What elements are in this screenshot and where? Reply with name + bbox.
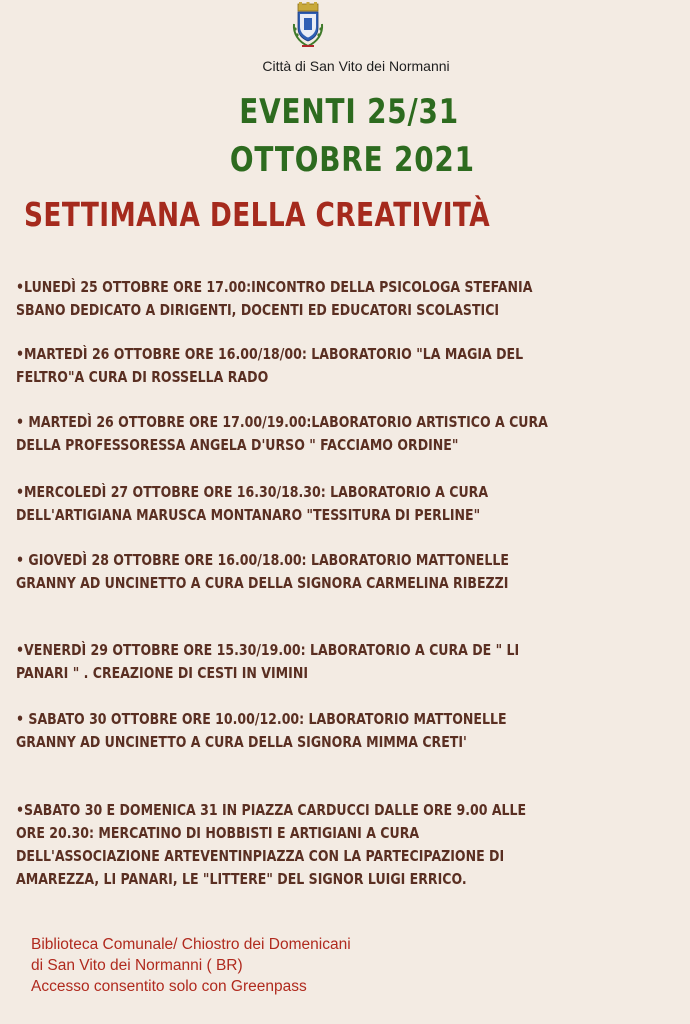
event-6-line-2: PANARI " . CREAZIONE DI CESTI IN VIMINI bbox=[16, 664, 309, 682]
event-8-line-2: ORE 20.30: MERCATINO DI HOBBISTI E ARTIGIANI A CURA bbox=[16, 824, 420, 842]
event-7-line-1: • SABATO 30 OTTOBRE ORE 10.00/12.00: LABORATORIO MATTONELLE bbox=[16, 710, 507, 728]
event-item-5 bbox=[16, 549, 656, 595]
footer-line-3: Accesso consentito solo con Greenpass bbox=[31, 978, 307, 995]
event-7-line-2: GRANNY AD UNCINETTO A CURA DELLA SIGNORA MIMMA CRETI' bbox=[16, 733, 467, 751]
event-1-line-1: •LUNEDÌ 25 OTTOBRE ORE 17.00:INCONTRO DELLA PSICOLOGA STEFANIA bbox=[16, 278, 533, 296]
event-4-line-1: •MERCOLEDÌ 27 OTTOBRE ORE 16.30/18.30: LABORATORIO A CURA bbox=[16, 483, 489, 501]
event-item-8 bbox=[16, 799, 656, 891]
event-item-7 bbox=[16, 708, 656, 754]
event-4-line-2: DELL'ARTIGIANA MARUSCA MONTANARO "TESSITURA DI PERLINE" bbox=[16, 506, 481, 524]
event-2-line-1: •MARTEDÌ 26 OTTOBRE ORE 16.00/18/00: LABORATORIO "LA MAGIA DEL bbox=[16, 345, 524, 363]
event-item-1 bbox=[16, 276, 656, 322]
coat-of-arms-icon bbox=[289, 2, 327, 50]
event-1-line-2: SBANO DEDICATO A DIRIGENTI, DOCENTI ED EDUCATORI SCOLASTICI bbox=[16, 301, 500, 319]
title-line-2: OTTOBRE 2021 bbox=[229, 140, 475, 180]
event-3-line-2: DELLA PROFESSORESSA ANGELA D'URSO " FACCIAMO ORDINE" bbox=[16, 436, 459, 454]
title-line-1: EVENTI 25/31 bbox=[239, 92, 459, 132]
event-8-line-1: •SABATO 30 E DOMENICA 31 IN PIAZZA CARDUCCI DALLE ORE 9.00 ALLE bbox=[16, 801, 527, 819]
event-item-4 bbox=[16, 481, 656, 527]
event-3-line-1: • MARTEDÌ 26 OTTOBRE ORE 17.00/19.00:LABORATORIO ARTISTICO A CURA bbox=[16, 413, 548, 431]
event-2-line-2: FELTRO"A CURA DI ROSSELLA RADO bbox=[16, 368, 269, 386]
event-8-line-4: AMAREZZA, LI PANARI, LE "LITTERE" DEL SIGNOR LUIGI ERRICO. bbox=[16, 870, 467, 888]
event-item-6 bbox=[16, 639, 656, 685]
footer-line-1: Biblioteca Comunale/ Chiostro dei Domenicani bbox=[31, 936, 351, 953]
event-5-line-2: GRANNY AD UNCINETTO A CURA DELLA SIGNORA CARMELINA RIBEZZI bbox=[16, 574, 509, 592]
city-name: Città di San Vito dei Normanni bbox=[262, 58, 450, 74]
venue-footer bbox=[31, 934, 351, 997]
event-5-line-1: • GIOVEDÌ 28 OTTOBRE ORE 16.00/18.00: LABORATORIO MATTONELLE bbox=[16, 551, 509, 569]
event-item-3 bbox=[16, 411, 656, 457]
footer-line-2: di San Vito dei Normanni ( BR) bbox=[31, 957, 243, 974]
event-item-2 bbox=[16, 343, 656, 389]
event-8-line-3: DELL'ASSOCIAZIONE ARTEVENTINPIAZZA CON LA PARTECIPAZIONE DI bbox=[16, 847, 505, 865]
subtitle: SETTIMANA DELLA CREATIVITÀ bbox=[24, 195, 491, 234]
event-6-line-1: •VENERDÌ 29 OTTOBRE ORE 15.30/19.00: LABORATORIO A CURA DE " LI bbox=[16, 641, 520, 659]
